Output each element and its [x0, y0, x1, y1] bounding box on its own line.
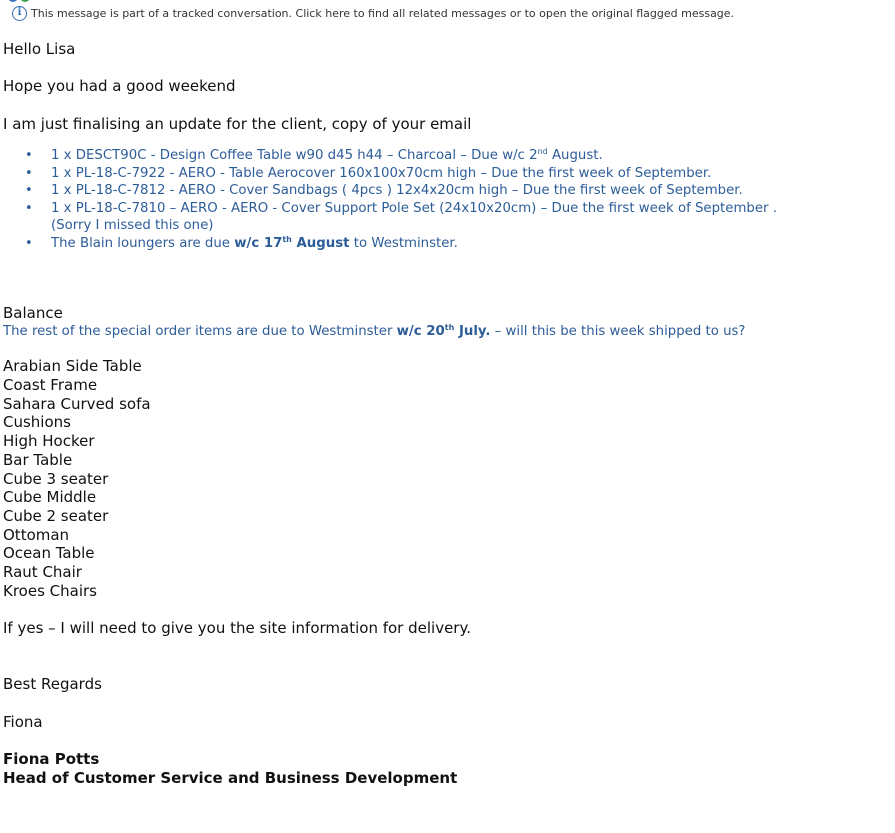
list-item: Cushions [3, 413, 71, 432]
order-items-list [3, 147, 883, 251]
info-icon: i [12, 6, 27, 21]
banner-text[interactable]: This message is part of a tracked conversation. Click here to find all related messages or to open the original flagged message. [31, 7, 735, 20]
list-item: Coast Frame [3, 376, 98, 395]
regards: Best Regards [3, 675, 102, 694]
signature-name: Fiona Potts [3, 750, 100, 769]
tracked-conversation-banner[interactable] [0, 0, 895, 24]
list-item: Sahara Curved sofa [3, 394, 151, 413]
body-line-1: Hope you had a good weekend [3, 77, 236, 96]
signature-title: Head of Customer Service and Business Development [3, 768, 458, 787]
balance-label: Balance [3, 303, 63, 322]
balance-line: The rest of the special order items are due to Westminster w/c 20th July. – will this be this week shipped to us? [3, 322, 746, 339]
list-item: • 1 x DESCT90C - Design Coffee Table w90 d45 h44 – Charcoal – Due w/c 2nd August. [3, 147, 883, 164]
product-list [3, 357, 883, 600]
list-item: High Hocker [3, 432, 95, 451]
list-item: Cube 2 seater [3, 506, 109, 525]
closing-line: If yes – I will need to give you the site information for delivery. [3, 619, 471, 638]
list-item: • 1 x PL-18-C-7812 - AERO - Cover Sandbags ( 4pcs ) 12x4x20cm high – Due the first week of September. [3, 182, 883, 199]
list-item: Arabian Side Table [3, 357, 142, 376]
list-item: Ocean Table [3, 544, 95, 563]
list-item: • 1 x PL-18-C-7922 - AERO - Table Aerocover 160x100x70cm high – Due the first week of September. [3, 165, 883, 182]
list-item: Raut Chair [3, 563, 82, 582]
list-item: Bar Table [3, 450, 73, 469]
list-item: • The Blain loungers are due w/c 17th August to Westminster. [3, 235, 883, 252]
list-item: Kroes Chairs [3, 581, 97, 600]
list-item: Cube Middle [3, 488, 97, 507]
list-item: • 1 x PL-18-C-7810 – AERO - AERO - Cover Support Pole Set (24x10x20cm) – Due the first week of September . (Sorry I missed this one) [3, 200, 883, 235]
body-line-2: I am just finalising an update for the client, copy of your email [3, 114, 472, 133]
header-icons [8, 0, 48, 2]
greeting: Hello Lisa [3, 40, 76, 58]
list-item: Cube 3 seater [3, 469, 109, 488]
email-body [3, 40, 883, 787]
list-item: Ottoman [3, 525, 70, 544]
first-name: Fiona [3, 712, 43, 731]
